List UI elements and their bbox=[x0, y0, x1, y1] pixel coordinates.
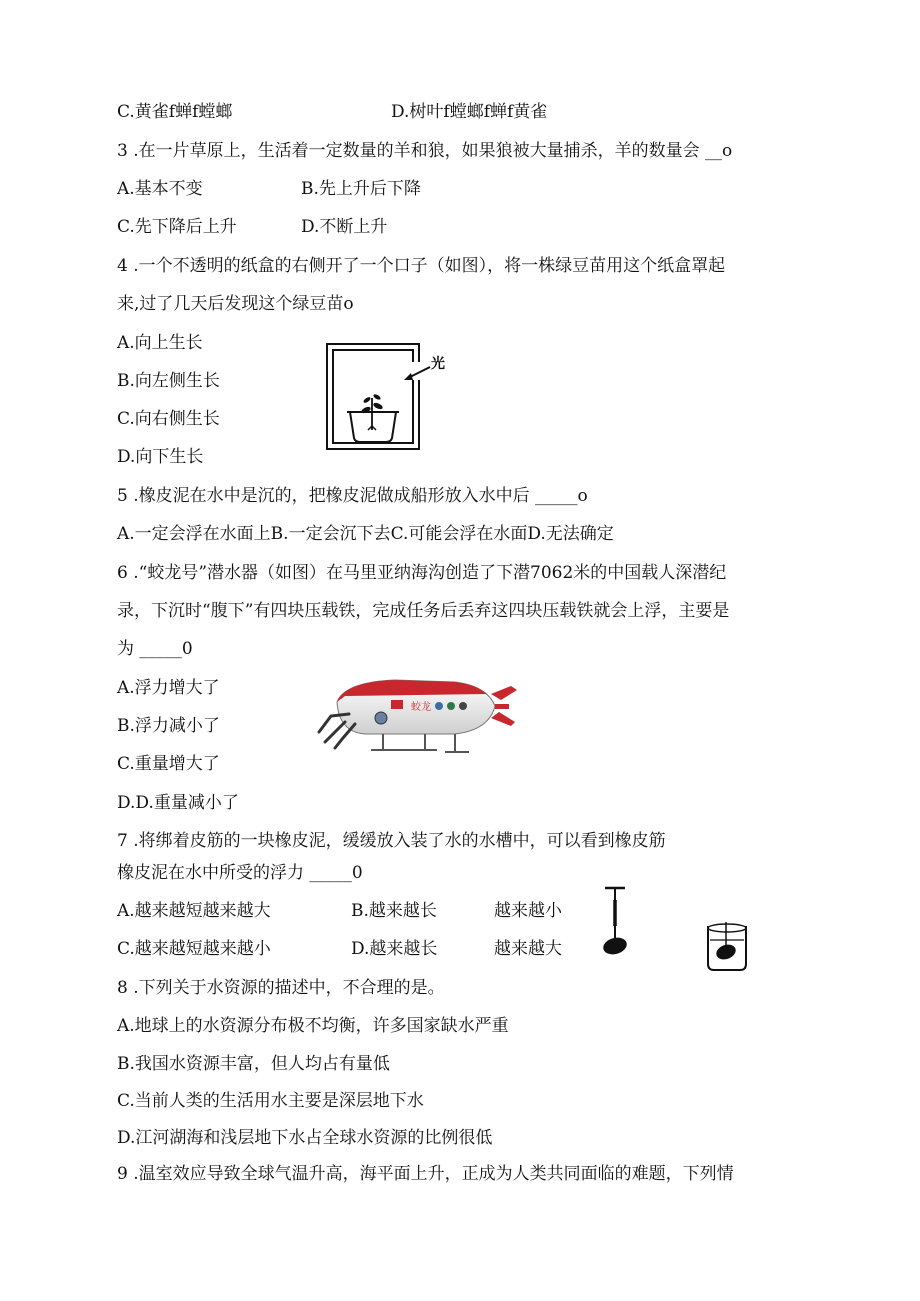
q8-stem: 8 .下列关于水资源的描述中，不合理的是。 bbox=[117, 978, 445, 998]
q7-option-d-part1: D.越来越长 bbox=[351, 939, 438, 959]
water-tank-figure bbox=[700, 918, 760, 974]
q4-option-b: B.向左侧生长 bbox=[117, 371, 220, 391]
q7-option-c: C.越来越短越来越小 bbox=[117, 939, 271, 959]
q4-box-figure bbox=[320, 340, 460, 452]
q6-stem-line1: 6 .“蛟龙号”潜水器（如图）在马里亚纳海沟创造了下潜7062米的中国载人深潜纪 bbox=[117, 563, 727, 583]
q3-option-d: D.不断上升 bbox=[301, 217, 388, 237]
q6-stem-line3: 为 _____0 bbox=[117, 639, 193, 659]
light-label: 光 bbox=[431, 356, 445, 372]
submarine-figure bbox=[305, 672, 525, 764]
q8-option-a: A.地球上的水资源分布极不均衡，许多国家缺水严重 bbox=[117, 1016, 509, 1036]
q2-option-d: D.树叶f螳螂f蝉f黄雀 bbox=[391, 102, 548, 122]
q4-option-d: D.向下生长 bbox=[117, 447, 204, 467]
q8-option-d: D.江河湖海和浅层地下水占全球水资源的比例很低 bbox=[117, 1128, 493, 1148]
q5-stem: 5 .橡皮泥在水中是沉的，把橡皮泥做成船形放入水中后 _____o bbox=[117, 486, 588, 506]
q3-stem: 3 .在一片草原上，生活着一定数量的羊和狼，如果狼被大量捕杀，羊的数量会 __o bbox=[117, 141, 733, 161]
q7-stem-line1: 7 .将绑着皮筋的一块橡皮泥，缓缓放入装了水的水槽中，可以看到橡皮筋 bbox=[117, 831, 666, 851]
q6-option-b: B.浮力减小了 bbox=[117, 716, 220, 736]
rubber-band-clay-figure bbox=[595, 882, 655, 962]
q3-option-b: B.先上升后下降 bbox=[301, 179, 421, 199]
q4-stem-line1: 4 .一个不透明的纸盒的右侧开了一个口子（如图），将一株绿豆苗用这个纸盒罩起 bbox=[117, 256, 726, 276]
q5-options: A.一定会浮在水面上B.一定会沉下去C.可能会浮在水面D.无法确定 bbox=[117, 524, 614, 544]
q6-option-d: D.D.重量减小了 bbox=[117, 793, 239, 813]
q4-stem-line2: 来,过了几天后发现这个绿豆苗o bbox=[117, 294, 354, 314]
q4-option-a: A.向上生长 bbox=[117, 333, 203, 353]
q7-option-d-part2: 越来越大 bbox=[494, 939, 562, 959]
landing-skids bbox=[371, 734, 469, 752]
q8-option-b: B.我国水资源丰富，但人均占有量低 bbox=[117, 1054, 390, 1074]
q9-stem: 9 .温室效应导致全球气温升高，海平面上升，正成为人类共同面临的难题，下列情 bbox=[117, 1164, 734, 1184]
q6-stem-line2: 录，下沉时“腹下”有四块压载铁，完成任务后丢弃这四块压载铁就会上浮，主要是 bbox=[117, 601, 730, 621]
q7-option-b-part2: 越来越小 bbox=[494, 901, 562, 921]
q2-option-c: C.黄雀f蝉f螳螂 bbox=[117, 102, 233, 122]
q7-option-a: A.越来越短越来越大 bbox=[117, 901, 271, 921]
q3-option-a: A.基本不变 bbox=[117, 179, 203, 199]
q3-option-c: C.先下降后上升 bbox=[117, 217, 237, 237]
q6-option-c: C.重量增大了 bbox=[117, 754, 220, 774]
q7-option-b-part1: B.越来越长 bbox=[351, 901, 437, 921]
q4-option-c: C.向右侧生长 bbox=[117, 409, 220, 429]
q7-stem-line2: 橡皮泥在水中所受的浮力 _____0 bbox=[117, 863, 363, 883]
q6-option-a: A.浮力增大了 bbox=[117, 678, 220, 698]
hull-lettering: 蛟龙 bbox=[411, 702, 431, 713]
q8-option-c: C.当前人类的生活用水主要是深层地下水 bbox=[117, 1091, 424, 1111]
box-opening bbox=[411, 362, 421, 380]
